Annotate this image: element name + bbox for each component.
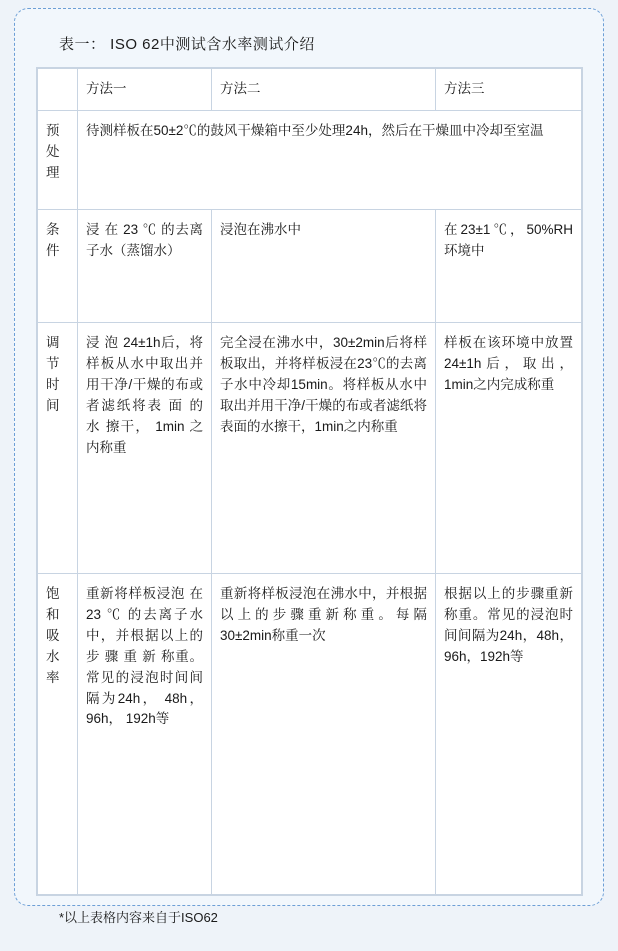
header-method-2: 方法二 <box>212 69 436 111</box>
row-label-saturated-absorption: 饱和吸水率 <box>38 573 78 894</box>
row-label-pretreatment: 预处理 <box>38 110 78 209</box>
table-row <box>38 110 582 209</box>
iso62-table <box>37 68 582 895</box>
cell-condition-method-2: 浸泡在沸水中 <box>212 209 436 322</box>
cell-condition-method-1: 浸 在 23 ℃ 的去离子水（蒸馏水） <box>78 209 212 322</box>
header-corner <box>38 69 78 111</box>
table-row <box>38 322 582 573</box>
cell-pretreatment-all: 待测样板在50±2℃的鼓风干燥箱中至少处理24h，然后在干燥皿中冷却至室温 <box>78 110 582 209</box>
page-title: 表一： ISO 62中测试含水率测试介绍 <box>59 36 315 53</box>
table-header-row <box>38 69 582 111</box>
cell-conditioning-time-method-2: 完全浸在沸水中，30±2min后将样板取出，并将样板浸在23℃的去离子水中冷却15min。将样板从水中取出并用干净/干燥的布或者滤纸将表面的水擦干，1min之内称重 <box>212 322 436 573</box>
row-label-condition: 条件 <box>38 209 78 322</box>
table-header <box>38 69 582 111</box>
cell-conditioning-time-method-3: 样板在该环境中放置24±1h后，取出，1min之内完成称重 <box>436 322 582 573</box>
header-method-3: 方法三 <box>436 69 582 111</box>
cell-saturated-absorption-method-3: 根据以上的步骤重新称重。常见的浸泡时间间隔为24h，48h，96h，192h等 <box>436 573 582 894</box>
table-row <box>38 209 582 322</box>
table-body <box>38 110 582 894</box>
cell-conditioning-time-method-1: 浸 泡 24±1h后，将样板从水中取出并用干净/干燥的布或者滤纸将表 面 的 水 擦干， 1min 之内称重 <box>78 322 212 573</box>
cell-condition-method-3: 在23±1℃，50%RH环境中 <box>436 209 582 322</box>
header-method-1: 方法一 <box>78 69 212 111</box>
cell-saturated-absorption-method-1: 重新将样板浸泡 在 23 ℃ 的去离子水中，并根据以上的步 骤 重 新 称重。常见的浸泡时间间隔为24h， 48h， 96h， 192h等 <box>78 573 212 894</box>
table-card <box>14 8 604 925</box>
table-source-note: *以上表格内容来自于ISO62 <box>59 909 218 925</box>
row-label-conditioning-time: 调节时间 <box>38 322 78 573</box>
table-row <box>38 573 582 894</box>
cell-saturated-absorption-method-2: 重新将样板浸泡在沸水中，并根据以上的步骤重新称重。每隔30±2min称重一次 <box>212 573 436 894</box>
